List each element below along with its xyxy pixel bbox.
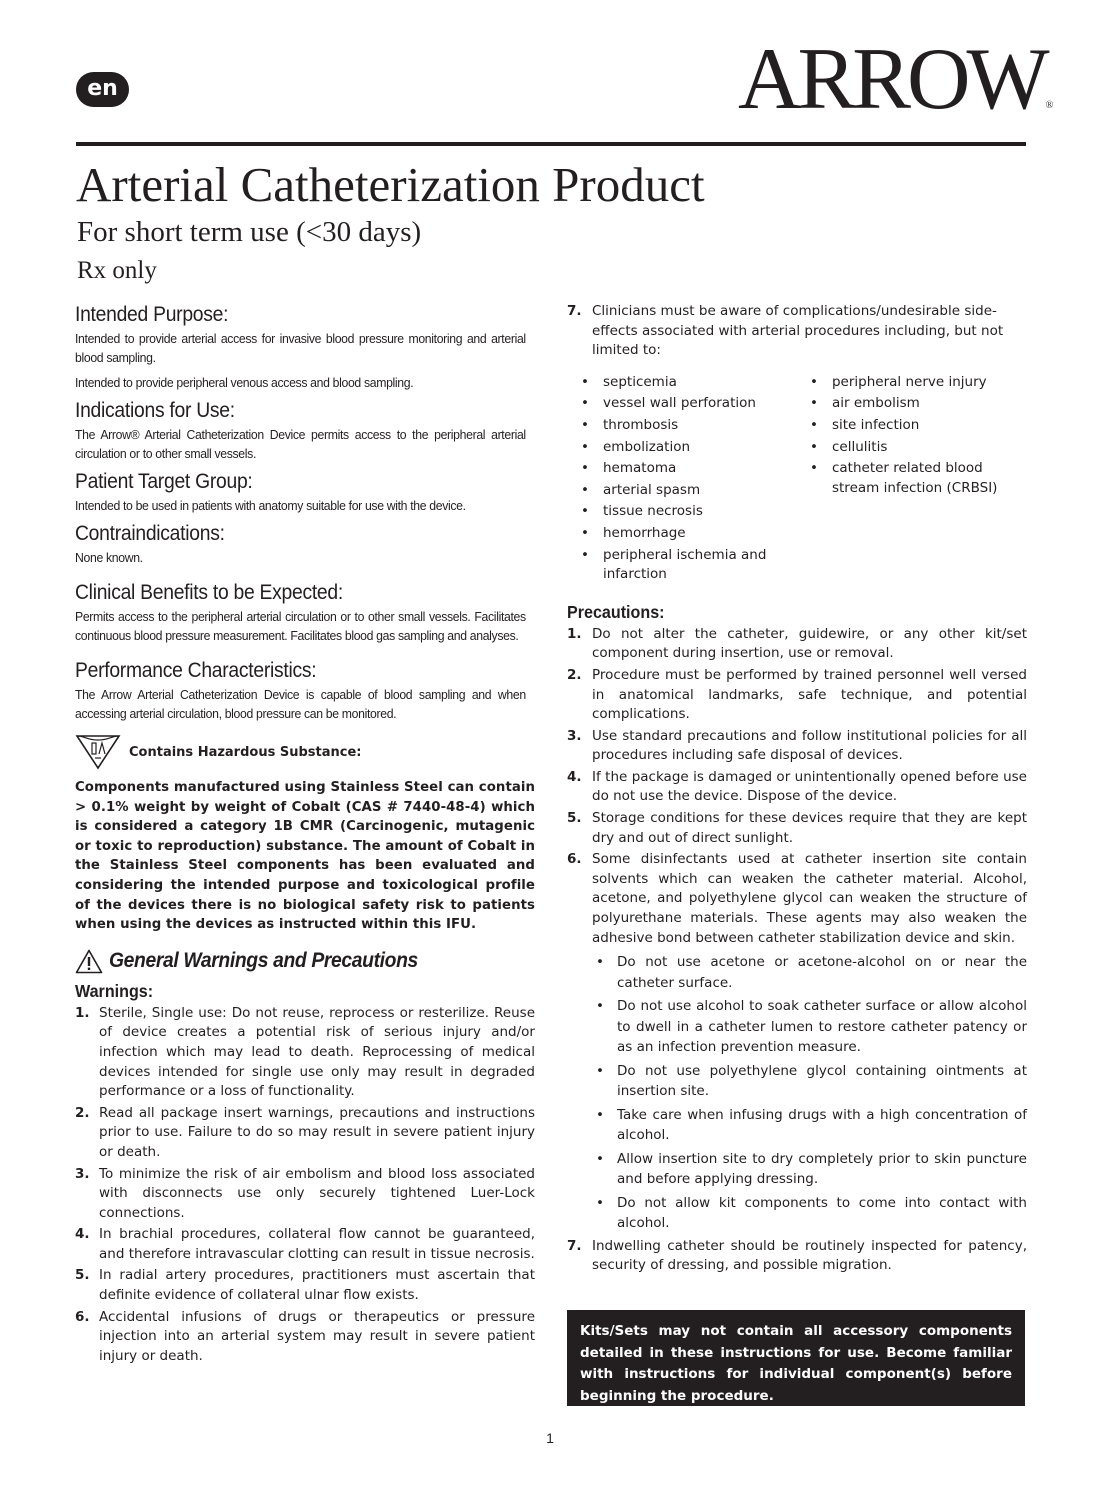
target-group-heading: Patient Target Group:: [75, 470, 253, 493]
page-number: 1: [546, 1430, 554, 1446]
hazardous-substance-icon: [75, 734, 121, 770]
precaution-item: 1. Do not alter the catheter, guidewire, or any other kit/set component during insertion, use or removal.: [567, 625, 1027, 662]
precautions-list-continued: [567, 1237, 1027, 1276]
precaution-item: 5. Storage conditions for these devices require that they are kept dry and out of direct sunlight.: [567, 810, 1027, 846]
header-rule: [76, 142, 1026, 146]
performance-heading: Performance Characteristics:: [75, 659, 317, 682]
complication-item: • vessel wall perforation: [579, 394, 808, 414]
contraindications-text: None known.: [75, 551, 143, 565]
warning-item: 7. Clinicians must be aware of complications/undesirable side-effects associated with arterial procedures including, but not limited to:: [567, 303, 1004, 359]
intended-purpose-heading: Intended Purpose:: [75, 303, 229, 326]
complications-list: [567, 373, 1027, 587]
complications-column-1: [567, 373, 808, 587]
right-column: [567, 300, 1027, 1276]
precaution-item: 4. If the package is damaged or unintentionally opened before use do not use the device. Dispose of the device.: [567, 768, 1027, 805]
sub-item: • Do not use acetone or acetone-alcohol on or near the catheter surface.: [592, 952, 1027, 993]
contraindications-heading: Contraindications:: [75, 522, 225, 545]
complication-item: • hemorrhage: [579, 524, 808, 544]
complication-item: • tissue necrosis: [579, 502, 808, 522]
indications-text: The Arrow® Arterial Catheterization Device permits access to the peripheral arterial circulation or to other small vessels.: [75, 428, 526, 461]
precaution-item: 3. Use standard precautions and follow institutional policies for all procedures including safe disposal of devices.: [567, 727, 1027, 764]
sub-item: • Do not use alcohol to soak catheter surface or allow alcohol to dwell in a catheter lumen to restore catheter patency or as an infection prevention measure.: [592, 996, 1027, 1058]
precaution-item: 7. Indwelling catheter should be routinely inspected for patency, security of dressing, and possible migration.: [567, 1237, 1027, 1274]
complication-item: • cellulitis: [808, 438, 1027, 458]
precaution-item: 6. Some disinfectants used at catheter insertion site contain solvents which can weaken the catheter material. Alcohol, acetone, and polyethylene glycol can weaken the structure of polyurethane materials. These agents may also weaken the adhesive bond between catheter stabilization device and skin.: [567, 851, 1027, 946]
general-warnings-title: General Warnings and Precautions: [109, 949, 418, 973]
rx-only-label: Rx only: [77, 257, 157, 284]
performance-text: The Arrow Arterial Catheterization Device is capable of blood sampling and when accessing arterial circulation, blood pressure can be monitored.: [75, 688, 526, 721]
warning-item: 1. Sterile, Single use: Do not reuse, reprocess or resterilize. Reuse of device creates a potential risk of serious injury and/or infection which may lead to death. Reprocessing of medical devices intended for single use only may result in degraded performance or a loss of functionality.: [75, 1004, 535, 1100]
complication-item: • site infection: [808, 416, 1027, 436]
complication-item: • embolization: [579, 438, 808, 458]
complication-item: • septicemia: [579, 373, 808, 393]
complication-item: • peripheral nerve injury: [808, 373, 1027, 393]
hazard-title: Contains Hazardous Substance:: [129, 744, 362, 760]
sub-item: • Allow insertion site to dry completely prior to skin puncture and before applying dressing.: [592, 1149, 1027, 1190]
language-badge: en: [76, 72, 129, 107]
hazard-header: [75, 734, 535, 770]
clinical-benefits-text: Permits access to the peripheral arterial circulation or to other small vessels. Facilitates continuous blood pressure measurement. Facilitates blood gas sampling and analyses.: [75, 610, 526, 643]
document-subtitle: For short term use (<30 days): [77, 216, 422, 248]
intended-purpose-text-1: Intended to provide arterial access for invasive blood pressure monitoring and arterial blood sampling.: [75, 332, 526, 365]
complication-item: • peripheral ischemia and infarction: [579, 546, 808, 585]
sub-item: • Take care when infusing drugs with a high concentration of alcohol.: [592, 1105, 1027, 1146]
precaution-item: 2. Procedure must be performed by trained personnel well versed in anatomical landmarks, safe technique, and potential complications.: [567, 666, 1027, 723]
warnings-list: [75, 1004, 535, 1367]
left-column: [75, 302, 535, 1366]
warning-item: 3. To minimize the risk of air embolism and blood loss associated with disconnects use only securely tightened Luer-Lock connections.: [75, 1165, 535, 1221]
complication-item: • thrombosis: [579, 416, 808, 436]
target-group-text: Intended to be used in patients with anatomy suitable for use with the device.: [75, 499, 466, 513]
warning-item: 5. In radial artery procedures, practitioners must ascertain that definite evidence of collateral ulnar flow exists.: [75, 1267, 535, 1304]
complication-item: • air embolism: [808, 394, 1027, 414]
warning-item: 4. In brachial procedures, collateral flow cannot be guaranteed, and therefore intravascular clotting can result in tissue necrosis.: [75, 1226, 535, 1262]
indications-heading: Indications for Use:: [75, 399, 235, 422]
complication-item: • catheter related blood stream infection (CRBSI): [808, 459, 1027, 498]
precautions-heading: Precautions:: [567, 601, 665, 622]
hazard-text: Components manufactured using Stainless Steel can contain > 0.1% weight by weight of Cobalt (CAS # 7440-48-4) which is considered a category 1B CMR (Carcinogenic, mutagenic or toxic to reproduction) substance. The amount of Cobalt in the Stainless Steel components has been evaluated and considering the intended purpose and toxicological profile of the devices there is no biological safety risk to patients when using the devices as instructed within this IFU.: [75, 780, 535, 933]
sub-item: • Do not allow kit components to come into contact with alcohol.: [592, 1193, 1027, 1234]
arrow-logo: ARROW®: [738, 31, 1054, 128]
clinical-benefits-heading: Clinical Benefits to be Expected:: [75, 581, 343, 604]
complication-item: • hematoma: [579, 459, 808, 479]
document-title: Arterial Catheterization Product: [76, 157, 705, 212]
kits-note-box: Kits/Sets may not contain all accessory components detailed in these instructions for use. Become familiar with instructions for individual component(s) before beginning the procedure.: [567, 1310, 1025, 1406]
warnings-heading: Warnings:: [75, 980, 154, 1001]
disinfectant-sublist: [592, 952, 1027, 1234]
complications-column-2: [808, 373, 1027, 587]
precautions-list: [567, 625, 1027, 949]
warning-triangle-icon: [75, 949, 103, 974]
sub-item: • Do not use polyethylene glycol containing ointments at insertion site.: [592, 1061, 1027, 1102]
warnings-list-continued: [567, 302, 1027, 361]
intended-purpose-text-2: Intended to provide peripheral venous access and blood sampling.: [75, 376, 414, 390]
warning-item: 6. Accidental infusions of drugs or therapeutics or pressure injection into an arterial system may result in severe patient injury or death.: [75, 1308, 535, 1364]
complication-item: • arterial spasm: [579, 481, 808, 501]
warning-item: 2. Read all package insert warnings, precautions and instructions prior to use. Failure to do so may result in severe patient injury or death.: [75, 1104, 535, 1160]
general-warnings-header: [75, 949, 535, 974]
